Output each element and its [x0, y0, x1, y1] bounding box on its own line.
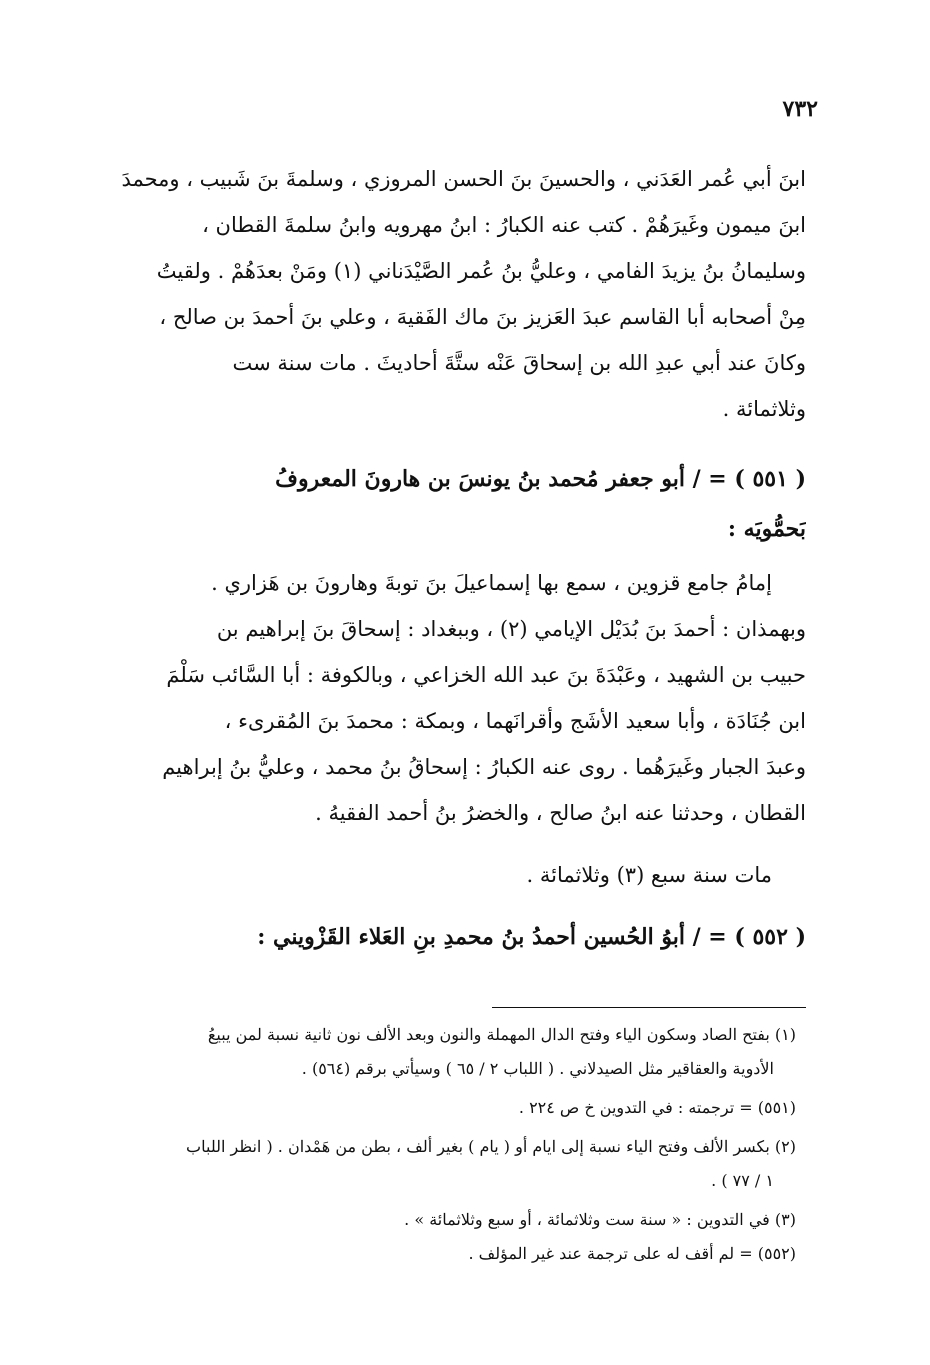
footnote-2-line: (٢) بكسر الألف وفتح الياء نسبة إلى ايام أو ( يام ) بغير ألف ، بطن من هَمْدان . ( انظر اللباب: [186, 1137, 796, 1156]
entry-552-heading: [102, 912, 806, 962]
heading-line: ( ٥٥١ ) = / أبو جعفر مُحمد بنُ يونسَ بن هارونَ المعروفُ: [275, 466, 806, 492]
text-line: وعبدَ الجبار وغَيرَهُما . روى عنه الكبارُ : إسحاقُ بنُ محمد ، وعليُّ بنُ إبراهيم: [162, 755, 806, 779]
footnote-551-line: (٥٥١) = ترجمته : في التدوين خ ص ٢٢٤ .: [518, 1098, 796, 1117]
text-line: ابن جُنَادَة ، وأبا سعيد الأشَج وأقرانَهما ، وبمكة : محمدَ بنَ المُقرىء ،: [224, 709, 806, 733]
heading-line: بَحمُّويَه :: [727, 516, 806, 542]
text-line: مات سنة سبع (٣) وثلاثمائة .: [526, 863, 772, 887]
text-line: القطان ، وحدثنا عنه ابنُ صالح ، والخضرُ بنُ أحمد الفقيهُ .: [315, 801, 806, 825]
footnote-1-line: الأدوية والعقاقير مثل الصيدلاني . ( اللباب ٢ / ٦٥ ) وسيأتي برقم (٥٦٤) .: [301, 1059, 774, 1078]
entry-continuation: [102, 156, 806, 432]
footnote-2-line: ١ / ٧٧ ) .: [711, 1171, 774, 1190]
footnote-3-line: (٣) في التدوين : « سنة ست وثلاثمائة ، أو سبع وثلاثمائة » .: [404, 1210, 796, 1229]
footnotes: [102, 1018, 796, 1271]
text-line: حبيب بن الشهيد ، وعَبْدَةَ بنَ عبد الله الخزاعي ، وبالكوفة : أبا السَّائب سَلْمَ: [166, 663, 806, 687]
entry-551-death-note: [102, 852, 806, 898]
text-line: وثلاثمائة .: [722, 397, 806, 421]
text-line: مِنْ أصحابه أبا القاسم عبدَ العَزيز بنَ ماك الفَقيهَ ، وعلي بنَ أحمدَ بن صالح ،: [159, 305, 806, 329]
page-number: ٧٣٢: [782, 96, 818, 122]
entry-551-heading: [102, 454, 806, 554]
text-line: ابنَ أبي عُمر العَدَني ، والحسينَ بنَ الحسن المروزي ، وسلمةَ بنَ شَبيب ، ومحمدَ: [121, 167, 806, 191]
heading-line: ( ٥٥٢ ) = / أبوُ الحُسين أحمدُ بنُ محمدِ بنِ العَلاء القَزْويني :: [257, 924, 806, 950]
footnote-552-line: (٥٥٢) = لم أقف له على ترجمة عند غير المؤلف .: [468, 1244, 796, 1263]
text-line: وبهمذان : أحمدَ بنَ بُدَيْل الإيامي (٢) ، وببغداد : إسحاقَ بنَ إبراهيم بن: [216, 617, 806, 641]
text-line: ابنَ ميمون وغَيرَهُمْ . كتب عنه الكبارُ : ابنُ مهرويه وابنُ سلمةَ القطان ،: [202, 213, 806, 237]
text-line: وكانَ عند أبي عبدِ الله بن إسحاقَ عَنْه ستَّةَ أحاديثَ . مات سنة ست: [232, 351, 806, 375]
footnote-1-line: (١) بفتح الصاد وسكون الياء وفتح الدال المهملة والنون وبعد الألف نون ثانية نسبة لمن يبيعُ: [207, 1025, 796, 1044]
text-line: إمامُ جامع قزوين ، سمع بها إسماعيلَ بنَ توبةَ وهارونَ بن هَزاري .: [211, 571, 772, 595]
text-line: وسليمانُ بنُ يزيدَ الفامي ، وعليُّ بنُ عُمر الصَّيْدَناني (١) ومَنْ بعدَهُمْ . ولقيتُ: [156, 259, 806, 283]
entry-551-body: [102, 560, 806, 836]
footnote-separator: [492, 1007, 806, 1008]
